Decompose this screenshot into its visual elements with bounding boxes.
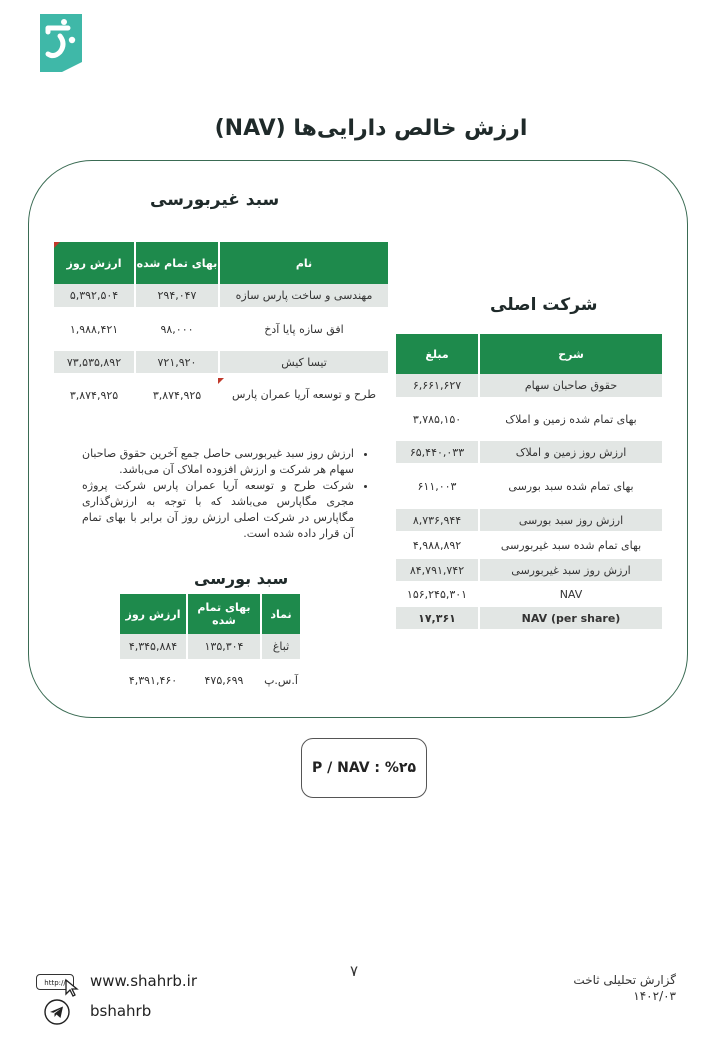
cell-label: NAV (per share)	[479, 606, 663, 630]
table-row	[54, 308, 389, 350]
bourse-table	[120, 594, 302, 701]
table-row	[396, 606, 663, 630]
cell-cost: ۴۷۵,۶۹۹	[187, 660, 261, 700]
cell-name: مهندسی و ساخت پارس سازه	[219, 284, 389, 308]
cell-label: بهای تمام شده سبد بورسی	[479, 464, 663, 508]
non-bourse-table	[54, 242, 390, 417]
cell-label: بهای تمام شده سبد غیربورسی	[479, 532, 663, 558]
main-company-table	[396, 334, 664, 631]
cell-amount: ۶۱۱,۰۰۳	[396, 464, 479, 508]
col-header-name: نام	[219, 242, 389, 284]
website-link[interactable]: www.shahrb.ir	[90, 972, 198, 990]
cell-symbol: آ.س.پ	[261, 660, 301, 700]
cell-amount: ۴,۹۸۸,۸۹۲	[396, 532, 479, 558]
table-row	[120, 634, 301, 660]
non-bourse-heading: سبد غیربورسی	[150, 190, 280, 210]
cursor-icon	[64, 978, 80, 998]
cell-amount: ۸۴,۷۹۱,۷۴۲	[396, 558, 479, 582]
note-item: • شرکت طرح و توسعه آریا عمران پارس شرکت پروژه مجری مگاپارس می‌باشد که با توجه به ارزش‌گذاری مگاپارس در شرکت اصلی ارزش روز آن برابر با بهای تمام آن قرار داده شده است.	[82, 478, 354, 542]
cell-cost: ۹۸,۰۰۰	[135, 308, 219, 350]
cell-label: ارزش روز سبد بورسی	[479, 508, 663, 532]
cell-value: ۴,۳۹۱,۴۶۰	[120, 660, 187, 700]
cell-amount: ۳,۷۸۵,۱۵۰	[396, 398, 479, 440]
table-row	[54, 350, 389, 374]
cell-value: ۱,۹۸۸,۴۲۱	[54, 308, 135, 350]
cell-symbol: ثباغ	[261, 634, 301, 660]
col-header-value: ارزش روز	[120, 594, 187, 634]
cell-amount: ۱۷,۳۶۱	[396, 606, 479, 630]
cell-amount: ۱۵۶,۲۴۵,۳۰۱	[396, 582, 479, 606]
cell-value: ۵,۳۹۲,۵۰۴	[54, 284, 135, 308]
url-badge-text: http://	[44, 979, 66, 987]
cell-value: ۳,۸۷۴,۹۲۵	[54, 374, 135, 416]
table-row	[396, 374, 663, 398]
col-header-value: ارزش روز	[54, 242, 135, 284]
report-date: ۱۴۰۲/۰۳	[633, 989, 676, 1003]
page-number: ۷	[350, 962, 359, 980]
table-row	[396, 508, 663, 532]
cell-cost: ۳,۸۷۴,۹۲۵	[135, 374, 219, 416]
bourse-heading: سبد بورسی	[194, 569, 289, 588]
col-header-symbol: نماد	[261, 594, 301, 634]
col-header-cost: بهای تمام شده	[187, 594, 261, 634]
telegram-icon	[44, 999, 70, 1025]
cell-cost: ۱۳۵,۳۰۴	[187, 634, 261, 660]
main-company-table-wrap	[396, 334, 664, 631]
cell-label: حقوق صاحبان سهام	[479, 374, 663, 398]
table-row	[396, 398, 663, 440]
cell-value: ۷۳,۵۳۵,۸۹۲	[54, 350, 135, 374]
page-title: ارزش خالص دارایی‌ها (NAV)	[214, 116, 528, 141]
footer-report-info	[560, 972, 676, 1004]
cell-label: بهای تمام شده زمین و املاک	[479, 398, 663, 440]
col-header-desc: شرح	[479, 334, 663, 374]
cell-cost: ۲۹۴,۰۴۷	[135, 284, 219, 308]
cell-amount: ۶,۶۶۱,۶۲۷	[396, 374, 479, 398]
col-header-amount: مبلغ	[396, 334, 479, 374]
cell-cost: ۷۲۱,۹۲۰	[135, 350, 219, 374]
col-header-cost: بهای تمام شده	[135, 242, 219, 284]
brand-logo	[38, 12, 84, 74]
cell-name: تیسا کیش	[219, 350, 389, 374]
comment-marker	[218, 378, 224, 384]
cell-amount: ۶۵,۴۴۰,۰۳۳	[396, 440, 479, 464]
table-row	[396, 532, 663, 558]
table-row	[396, 464, 663, 508]
table-row	[120, 660, 301, 700]
main-company-heading: شرکت اصلی	[490, 295, 598, 315]
non-bourse-table-wrap	[54, 242, 390, 417]
telegram-handle[interactable]: bshahrb	[90, 1002, 152, 1020]
table-row	[396, 582, 663, 606]
p-nav-box: P / NAV : %۲۵	[301, 738, 427, 798]
cell-amount: ۸,۷۳۶,۹۴۴	[396, 508, 479, 532]
report-name: گزارش تحلیلی ثاخت	[573, 973, 676, 987]
cell-label: ارزش روز زمین و املاک	[479, 440, 663, 464]
notes-list	[82, 446, 370, 542]
note-item: • ارزش روز سبد غیربورسی حاصل جمع آخرین حقوق صاحبان سهام هر شرکت و ارزش افزوده املاک آن می‌باشد.	[82, 446, 354, 478]
cell-value: ۴,۳۴۵,۸۸۴	[120, 634, 187, 660]
bourse-table-wrap	[120, 594, 302, 701]
cell-label: ارزش روز سبد غیربورسی	[479, 558, 663, 582]
table-row	[396, 558, 663, 582]
table-row	[396, 440, 663, 464]
comment-marker	[54, 242, 60, 248]
cell-name: طرح و توسعه آریا عمران پارس	[219, 374, 389, 416]
table-row	[54, 284, 389, 308]
cell-name: افق سازه پایا آدخ	[219, 308, 389, 350]
cell-label: NAV	[479, 582, 663, 606]
